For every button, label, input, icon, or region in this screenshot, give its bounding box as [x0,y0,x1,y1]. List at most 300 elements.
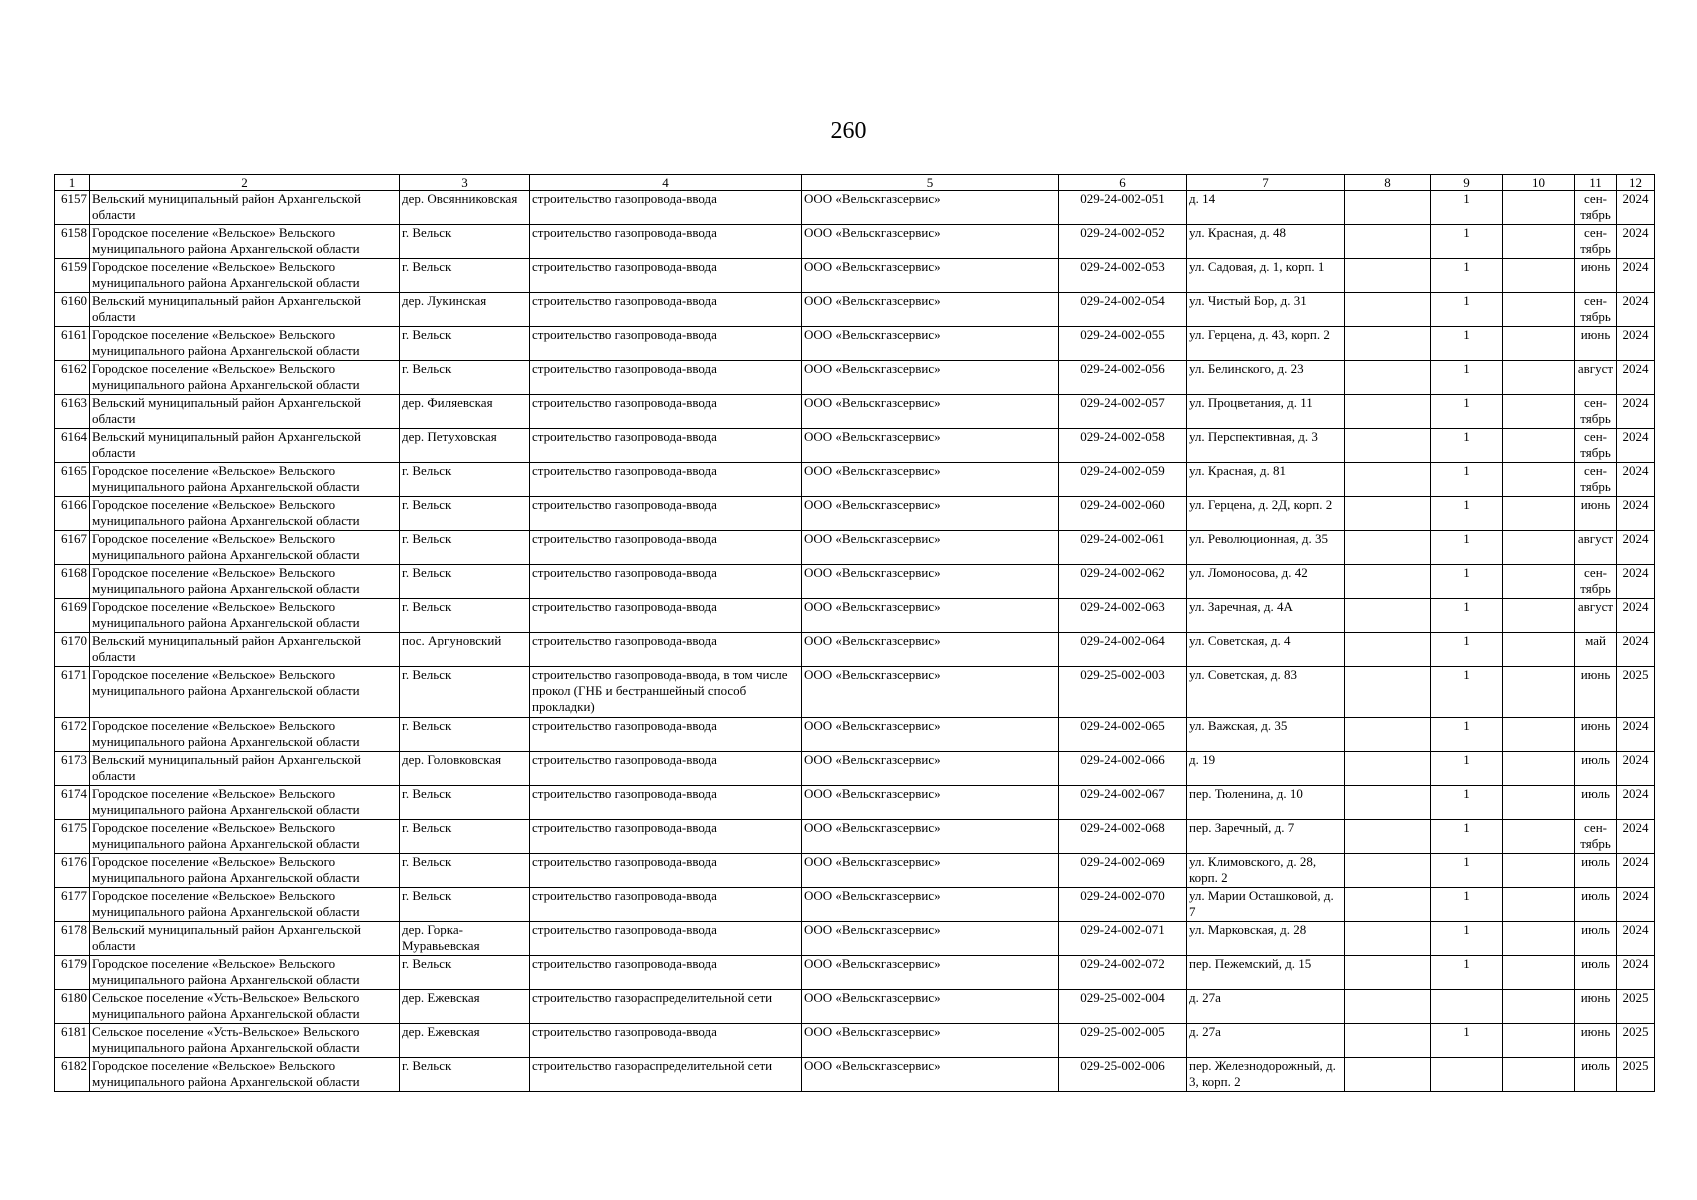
organization-cell: ООО «Вельскгазсервис» [802,531,1059,565]
column-10-cell [1503,1058,1575,1092]
month-cell: июнь [1575,497,1617,531]
municipality-cell: Вельский муниципальный район Архангельской области [90,395,400,429]
municipality-cell: Вельский муниципальный район Архангельской области [90,429,400,463]
work-type-cell: строительство газопровода-ввода [530,293,802,327]
code-cell: 029-24-002-067 [1059,786,1187,820]
row-number-cell: 6169 [55,599,90,633]
municipality-cell: Вельский муниципальный район Архангельской области [90,293,400,327]
table-row [55,463,1655,497]
column-10-cell [1503,429,1575,463]
address-cell: ул. Герцена, д. 43, корп. 2 [1187,327,1345,361]
table-row [55,293,1655,327]
table-row [55,497,1655,531]
code-cell: 029-24-002-064 [1059,633,1187,667]
row-number-cell: 6177 [55,888,90,922]
organization-cell: ООО «Вельскгазсервис» [802,922,1059,956]
row-number-cell: 6168 [55,565,90,599]
column-header: 4 [530,175,802,191]
code-cell: 029-24-002-051 [1059,191,1187,225]
settlement-cell: дер. Петуховская [400,429,530,463]
settlement-cell: дер. Ежевская [400,1024,530,1058]
column-10-cell [1503,531,1575,565]
column-header: 6 [1059,175,1187,191]
address-cell: ул. Важская, д. 35 [1187,718,1345,752]
column-10-cell [1503,1024,1575,1058]
column-10-cell [1503,599,1575,633]
settlement-cell: пос. Аргуновский [400,633,530,667]
column-8-cell [1345,395,1431,429]
settlement-cell: г. Вельск [400,667,530,718]
settlement-cell: г. Вельск [400,854,530,888]
settlement-cell: г. Вельск [400,820,530,854]
municipality-cell: Городское поселение «Вельское» Вельского муниципального района Архангельской области [90,259,400,293]
column-10-cell [1503,463,1575,497]
table-row [55,361,1655,395]
settlement-cell: дер. Головковская [400,752,530,786]
address-cell: ул. Герцена, д. 2Д, корп. 2 [1187,497,1345,531]
table-row [55,395,1655,429]
quantity-cell: 1 [1431,429,1503,463]
organization-cell: ООО «Вельскгазсервис» [802,820,1059,854]
address-cell: ул. Советская, д. 83 [1187,667,1345,718]
address-cell: пер. Пежемский, д. 15 [1187,956,1345,990]
settlement-cell: дер. Лукинская [400,293,530,327]
column-10-cell [1503,752,1575,786]
municipality-cell: Городское поселение «Вельское» Вельского муниципального района Архангельской области [90,463,400,497]
column-8-cell [1345,599,1431,633]
address-cell: ул. Марковская, д. 28 [1187,922,1345,956]
table-row [55,1024,1655,1058]
column-8-cell [1345,327,1431,361]
quantity-cell: 1 [1431,225,1503,259]
column-10-cell [1503,293,1575,327]
year-cell: 2025 [1617,667,1655,718]
column-header: 5 [802,175,1059,191]
address-cell: пер. Тюленина, д. 10 [1187,786,1345,820]
settlement-cell: дер. Ежевская [400,990,530,1024]
quantity-cell: 1 [1431,667,1503,718]
year-cell: 2024 [1617,820,1655,854]
code-cell: 029-24-002-061 [1059,531,1187,565]
month-cell: сен-тябрь [1575,429,1617,463]
row-number-cell: 6174 [55,786,90,820]
month-cell: июль [1575,854,1617,888]
column-8-cell [1345,718,1431,752]
column-10-cell [1503,497,1575,531]
page-number: 260 [830,118,867,144]
row-number-cell: 6166 [55,497,90,531]
address-cell: ул. Ломоносова, д. 42 [1187,565,1345,599]
table-row [55,565,1655,599]
table-row [55,786,1655,820]
municipality-cell: Сельское поселение «Усть-Вельское» Вельского муниципального района Архангельской области [90,990,400,1024]
year-cell: 2024 [1617,956,1655,990]
address-cell: д. 19 [1187,752,1345,786]
column-header: 12 [1617,175,1655,191]
organization-cell: ООО «Вельскгазсервис» [802,1024,1059,1058]
month-cell: июль [1575,922,1617,956]
month-cell: сен-тябрь [1575,463,1617,497]
code-cell: 029-24-002-060 [1059,497,1187,531]
year-cell: 2024 [1617,599,1655,633]
column-10-cell [1503,990,1575,1024]
work-type-cell: строительство газопровода-ввода [530,463,802,497]
address-cell: ул. Революционная, д. 35 [1187,531,1345,565]
column-10-cell [1503,259,1575,293]
table-body [55,191,1655,1092]
work-type-cell: строительство газораспределительной сети [530,1058,802,1092]
month-cell: август [1575,361,1617,395]
year-cell: 2024 [1617,854,1655,888]
column-8-cell [1345,922,1431,956]
organization-cell: ООО «Вельскгазсервис» [802,565,1059,599]
year-cell: 2024 [1617,395,1655,429]
organization-cell: ООО «Вельскгазсервис» [802,956,1059,990]
work-type-cell: строительство газопровода-ввода [530,429,802,463]
row-number-cell: 6180 [55,990,90,1024]
code-cell: 029-24-002-065 [1059,718,1187,752]
work-type-cell: строительство газопровода-ввода, в том числе прокол (ГНБ и бестраншейный способ прокладки) [530,667,802,718]
column-10-cell [1503,786,1575,820]
column-8-cell [1345,667,1431,718]
quantity-cell: 1 [1431,191,1503,225]
settlement-cell: г. Вельск [400,259,530,293]
quantity-cell: 1 [1431,633,1503,667]
month-cell: июнь [1575,667,1617,718]
column-10-cell [1503,667,1575,718]
quantity-cell: 1 [1431,395,1503,429]
organization-cell: ООО «Вельскгазсервис» [802,990,1059,1024]
year-cell: 2024 [1617,361,1655,395]
column-8-cell [1345,361,1431,395]
organization-cell: ООО «Вельскгазсервис» [802,667,1059,718]
month-cell: август [1575,531,1617,565]
table-row [55,752,1655,786]
work-type-cell: строительство газопровода-ввода [530,854,802,888]
code-cell: 029-25-002-005 [1059,1024,1187,1058]
code-cell: 029-24-002-071 [1059,922,1187,956]
month-cell: июнь [1575,259,1617,293]
settlement-cell: г. Вельск [400,463,530,497]
municipality-cell: Городское поселение «Вельское» Вельского муниципального района Архангельской области [90,786,400,820]
quantity-cell: 1 [1431,361,1503,395]
work-type-cell: строительство газопровода-ввода [530,820,802,854]
table-row [55,633,1655,667]
year-cell: 2024 [1617,327,1655,361]
code-cell: 029-25-002-003 [1059,667,1187,718]
municipality-cell: Городское поселение «Вельское» Вельского муниципального района Архангельской области [90,1058,400,1092]
column-8-cell [1345,888,1431,922]
row-number-cell: 6182 [55,1058,90,1092]
column-10-cell [1503,956,1575,990]
quantity-cell: 1 [1431,718,1503,752]
address-cell: д. 27а [1187,990,1345,1024]
address-cell: ул. Марии Осташковой, д. 7 [1187,888,1345,922]
column-8-cell [1345,259,1431,293]
table-row [55,854,1655,888]
month-cell: май [1575,633,1617,667]
row-number-cell: 6181 [55,1024,90,1058]
settlement-cell: дер. Филяевская [400,395,530,429]
column-8-cell [1345,820,1431,854]
code-cell: 029-24-002-059 [1059,463,1187,497]
month-cell: сен-тябрь [1575,565,1617,599]
month-cell: август [1575,599,1617,633]
address-cell: пер. Железнодорожный, д. 3, корп. 2 [1187,1058,1345,1092]
year-cell: 2025 [1617,1024,1655,1058]
year-cell: 2024 [1617,888,1655,922]
code-cell: 029-24-002-057 [1059,395,1187,429]
year-cell: 2024 [1617,565,1655,599]
month-cell: июнь [1575,990,1617,1024]
organization-cell: ООО «Вельскгазсервис» [802,327,1059,361]
work-type-cell: строительство газопровода-ввода [530,565,802,599]
column-8-cell [1345,633,1431,667]
year-cell: 2024 [1617,259,1655,293]
row-number-cell: 6171 [55,667,90,718]
year-cell: 2025 [1617,1058,1655,1092]
quantity-cell: 1 [1431,599,1503,633]
settlement-cell: г. Вельск [400,225,530,259]
municipality-cell: Вельский муниципальный район Архангельской области [90,922,400,956]
table-row [55,990,1655,1024]
settlement-cell: г. Вельск [400,599,530,633]
year-cell: 2024 [1617,922,1655,956]
municipality-cell: Вельский муниципальный район Архангельской области [90,633,400,667]
work-type-cell: строительство газопровода-ввода [530,327,802,361]
month-cell: сен-тябрь [1575,191,1617,225]
settlement-cell: г. Вельск [400,786,530,820]
municipality-cell: Городское поселение «Вельское» Вельского муниципального района Архангельской области [90,956,400,990]
address-cell: ул. Красная, д. 48 [1187,225,1345,259]
column-10-cell [1503,565,1575,599]
municipality-cell: Городское поселение «Вельское» Вельского муниципального района Архангельской области [90,854,400,888]
month-cell: июль [1575,1058,1617,1092]
column-10-cell [1503,718,1575,752]
code-cell: 029-25-002-004 [1059,990,1187,1024]
column-8-cell [1345,463,1431,497]
month-cell: июль [1575,786,1617,820]
municipality-cell: Городское поселение «Вельское» Вельского муниципального района Архангельской области [90,531,400,565]
work-type-cell: строительство газопровода-ввода [530,888,802,922]
municipality-cell: Городское поселение «Вельское» Вельского муниципального района Архангельской области [90,599,400,633]
column-8-cell [1345,990,1431,1024]
column-10-cell [1503,361,1575,395]
quantity-cell: 1 [1431,922,1503,956]
column-header: 11 [1575,175,1617,191]
work-type-cell: строительство газопровода-ввода [530,599,802,633]
municipality-cell: Вельский муниципальный район Архангельской области [90,191,400,225]
organization-cell: ООО «Вельскгазсервис» [802,259,1059,293]
column-header: 2 [90,175,400,191]
organization-cell: ООО «Вельскгазсервис» [802,718,1059,752]
column-header: 7 [1187,175,1345,191]
row-number-cell: 6162 [55,361,90,395]
quantity-cell: 1 [1431,820,1503,854]
settlement-cell: г. Вельск [400,718,530,752]
column-10-cell [1503,327,1575,361]
work-type-cell: строительство газопровода-ввода [530,786,802,820]
settlement-cell: г. Вельск [400,497,530,531]
code-cell: 029-24-002-052 [1059,225,1187,259]
code-cell: 029-24-002-062 [1059,565,1187,599]
settlement-cell: г. Вельск [400,956,530,990]
work-type-cell: строительство газопровода-ввода [530,497,802,531]
register-table [54,174,1655,1092]
row-number-cell: 6161 [55,327,90,361]
column-8-cell [1345,1058,1431,1092]
address-cell: ул. Белинского, д. 23 [1187,361,1345,395]
quantity-cell: 1 [1431,463,1503,497]
column-8-cell [1345,786,1431,820]
row-number-cell: 6176 [55,854,90,888]
year-cell: 2024 [1617,191,1655,225]
table-row [55,667,1655,718]
settlement-cell: г. Вельск [400,565,530,599]
month-cell: сен-тябрь [1575,395,1617,429]
table-row [55,191,1655,225]
table-row [55,531,1655,565]
column-8-cell [1345,429,1431,463]
municipality-cell: Городское поселение «Вельское» Вельского муниципального района Архангельской области [90,718,400,752]
year-cell: 2024 [1617,531,1655,565]
address-cell: д. 14 [1187,191,1345,225]
address-cell: ул. Климовского, д. 28, корп. 2 [1187,854,1345,888]
address-cell: ул. Перспективная, д. 3 [1187,429,1345,463]
column-8-cell [1345,497,1431,531]
row-number-cell: 6179 [55,956,90,990]
organization-cell: ООО «Вельскгазсервис» [802,463,1059,497]
organization-cell: ООО «Вельскгазсервис» [802,599,1059,633]
column-8-cell [1345,956,1431,990]
table-row [55,888,1655,922]
row-number-cell: 6163 [55,395,90,429]
organization-cell: ООО «Вельскгазсервис» [802,854,1059,888]
address-cell: ул. Советская, д. 4 [1187,633,1345,667]
code-cell: 029-24-002-070 [1059,888,1187,922]
address-cell: ул. Процветания, д. 11 [1187,395,1345,429]
month-cell: июль [1575,888,1617,922]
row-number-cell: 6165 [55,463,90,497]
column-10-cell [1503,888,1575,922]
address-cell: ул. Заречная, д. 4А [1187,599,1345,633]
column-10-cell [1503,633,1575,667]
table-row [55,599,1655,633]
municipality-cell: Вельский муниципальный район Архангельской области [90,752,400,786]
table-row [55,1058,1655,1092]
month-cell: сен-тябрь [1575,225,1617,259]
organization-cell: ООО «Вельскгазсервис» [802,786,1059,820]
address-cell: ул. Чистый Бор, д. 31 [1187,293,1345,327]
municipality-cell: Городское поселение «Вельское» Вельского муниципального района Архангельской области [90,888,400,922]
column-10-cell [1503,191,1575,225]
quantity-cell: 1 [1431,565,1503,599]
municipality-cell: Городское поселение «Вельское» Вельского муниципального района Архангельской области [90,225,400,259]
work-type-cell: строительство газопровода-ввода [530,395,802,429]
month-cell: июль [1575,956,1617,990]
municipality-cell: Городское поселение «Вельское» Вельского муниципального района Архангельской области [90,497,400,531]
quantity-cell: 1 [1431,531,1503,565]
row-number-cell: 6158 [55,225,90,259]
settlement-cell: дер. Горка-Муравьевская [400,922,530,956]
organization-cell: ООО «Вельскгазсервис» [802,225,1059,259]
quantity-cell: 1 [1431,327,1503,361]
code-cell: 029-24-002-054 [1059,293,1187,327]
work-type-cell: строительство газопровода-ввода [530,956,802,990]
year-cell: 2024 [1617,633,1655,667]
column-header: 8 [1345,175,1431,191]
month-cell: июль [1575,752,1617,786]
work-type-cell: строительство газопровода-ввода [530,1024,802,1058]
work-type-cell: строительство газопровода-ввода [530,191,802,225]
month-cell: сен-тябрь [1575,820,1617,854]
quantity-cell: 1 [1431,293,1503,327]
year-cell: 2024 [1617,718,1655,752]
code-cell: 029-24-002-072 [1059,956,1187,990]
table-row [55,922,1655,956]
address-cell: ул. Красная, д. 81 [1187,463,1345,497]
column-10-cell [1503,395,1575,429]
row-number-cell: 6172 [55,718,90,752]
municipality-cell: Городское поселение «Вельское» Вельского муниципального района Архангельской области [90,667,400,718]
work-type-cell: строительство газопровода-ввода [530,718,802,752]
year-cell: 2024 [1617,293,1655,327]
column-8-cell [1345,531,1431,565]
quantity-cell [1431,1058,1503,1092]
month-cell: сен-тябрь [1575,293,1617,327]
year-cell: 2024 [1617,497,1655,531]
code-cell: 029-24-002-066 [1059,752,1187,786]
month-cell: июнь [1575,1024,1617,1058]
organization-cell: ООО «Вельскгазсервис» [802,293,1059,327]
table-row [55,956,1655,990]
quantity-cell: 1 [1431,752,1503,786]
column-8-cell [1345,565,1431,599]
organization-cell: ООО «Вельскгазсервис» [802,497,1059,531]
municipality-cell: Сельское поселение «Усть-Вельское» Вельского муниципального района Архангельской области [90,1024,400,1058]
year-cell: 2024 [1617,225,1655,259]
work-type-cell: строительство газопровода-ввода [530,922,802,956]
column-8-cell [1345,225,1431,259]
table-row [55,327,1655,361]
column-8-cell [1345,293,1431,327]
work-type-cell: строительство газопровода-ввода [530,752,802,786]
column-8-cell [1345,854,1431,888]
code-cell: 029-24-002-068 [1059,820,1187,854]
table-row [55,718,1655,752]
quantity-cell: 1 [1431,259,1503,293]
month-cell: июнь [1575,718,1617,752]
quantity-cell: 1 [1431,956,1503,990]
quantity-cell: 1 [1431,497,1503,531]
column-10-cell [1503,922,1575,956]
work-type-cell: строительство газопровода-ввода [530,225,802,259]
year-cell: 2024 [1617,429,1655,463]
settlement-cell: г. Вельск [400,531,530,565]
row-number-cell: 6178 [55,922,90,956]
column-8-cell [1345,191,1431,225]
code-cell: 029-24-002-055 [1059,327,1187,361]
settlement-cell: г. Вельск [400,888,530,922]
column-8-cell [1345,752,1431,786]
municipality-cell: Городское поселение «Вельское» Вельского муниципального района Архангельской области [90,361,400,395]
column-10-cell [1503,820,1575,854]
column-8-cell [1345,1024,1431,1058]
row-number-cell: 6159 [55,259,90,293]
settlement-cell: г. Вельск [400,1058,530,1092]
header-row [55,175,1655,191]
municipality-cell: Городское поселение «Вельское» Вельского муниципального района Архангельской области [90,565,400,599]
